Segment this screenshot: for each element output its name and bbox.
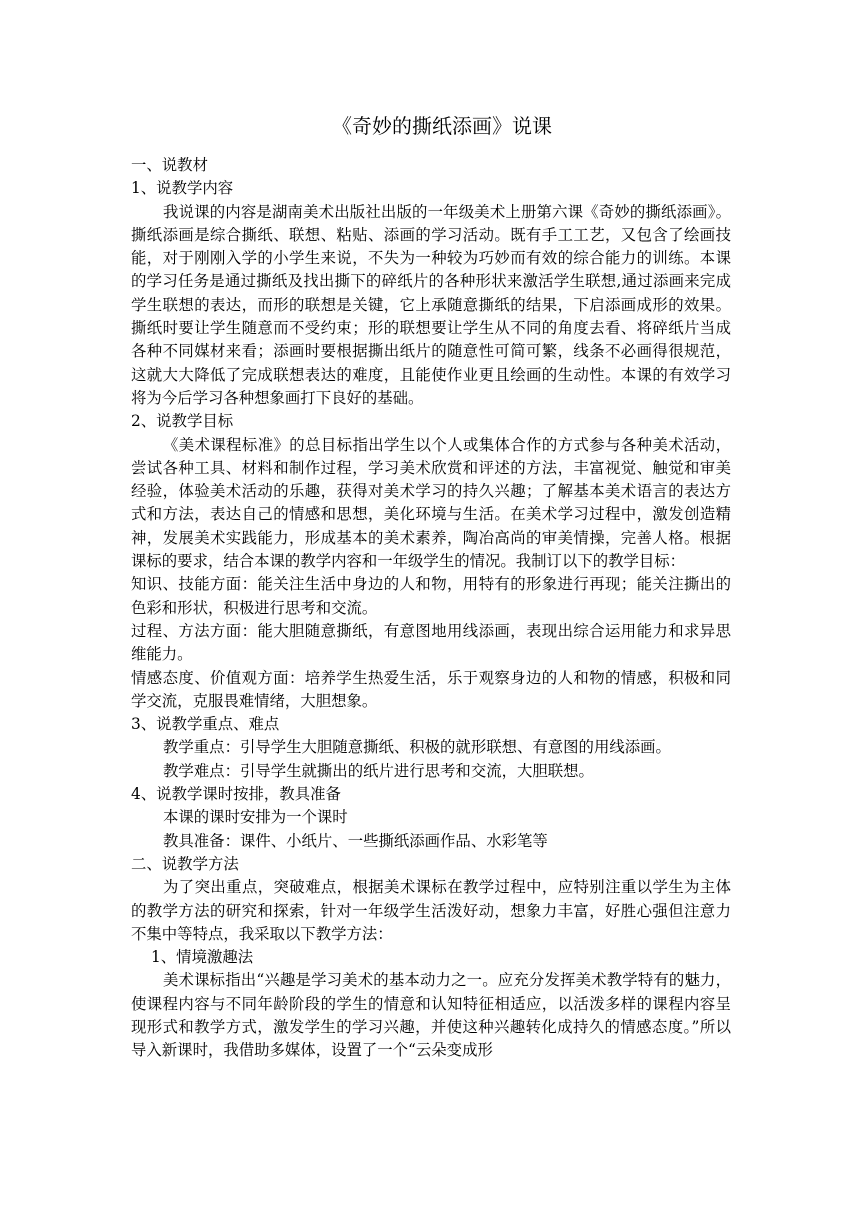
goal-process-paragraph: 过程、方法方面：能大胆随意撕纸，有意图地用线添画，表现出综合运用能力和求异思维能力。 [131,621,731,664]
methods-paragraph: 为了突出重点，突破难点，根据美术课标在教学过程中，应特别注重以学生为主体的教学方法的研究和探索，针对一年级学生活泼好动，想象力丰富，好胜心强但注意力不集中等特点，我采取以下教学方法： [131,878,731,943]
goal-emotion-paragraph: 情感态度、价值观方面：培养学生热爱生活，乐于观察身边的人和物的情感，积极和同学交流，克服畏难情绪，大胆想象。 [131,668,731,710]
section-1-heading: 一、说教材 [131,156,208,174]
section-1-2-heading: 2、说教学目标 [131,412,234,431]
key-point-line: 教学重点：引导学生大胆随意撕纸、积极的就形联想、有意图的用线添画。 [163,738,671,757]
section-1-1-heading: 1、说教学内容 [131,179,234,198]
goal-knowledge-paragraph: 知识、技能方面：能关注生活中身边的人和物，用特有的形象进行再现；能关注撕出的色彩和形状，积极进行思考和交流。 [131,575,731,617]
materials-line: 教具准备：课件、小纸片、一些撕纸添画作品、水彩笔等 [163,831,548,850]
section-2-heading: 二、说教学方法 [131,854,239,873]
section-1-4-heading: 4、说教学课时按排，教具准备 [131,785,341,804]
method-1-paragraph: 美术课标指出“兴趣是学习美术的基本动力之一。应充分发挥美术教学特有的魅力，使课程内容与不同年龄阶段的学生的情意和认知特征相适应，以活泼多样的课程内容呈现形式和教学方式，激发学生的学习兴趣，并使这种兴趣转化成持久的情感态度。”所以导入新课时，我借助多媒体，设置了一个“云朵变成形 [131,971,731,1060]
schedule-line: 本课的课时安排为一个课时 [163,808,348,827]
difficult-point-line: 教学难点：引导学生就撕出的纸片进行思考和交流，大胆联想。 [163,761,594,780]
section-1-3-heading: 3、说教学重点、难点 [131,715,280,734]
teaching-content-paragraph: 我说课的内容是湖南美术出版社出版的一年级美术上册第六课《奇妙的撕纸添画》。撕纸添画是综合撕纸、联想、粘贴、添画的学习活动。既有手工工艺，又包含了绘画技能，对于刚刚入学的小学生来说，不失为一种较为巧妙而有效的综合能力的训练。本课的学习任务是通过撕纸及找出撕下的碎纸片的各种形状来激活学生联想,通过添画来完成学生联想的表达，而形的联想是关键，它上承随意撕纸的结果，下启添画成形的效果。撕纸时要让学生随意而不受约束；形的联想要让学生从不同的角度去看、将碎纸片当成各种不同媒材来看；添画时要根据撕出纸片的随意性可简可繁，线条不必画得很规范，这就大大降低了完成联想表达的难度，且能使作业更且绘画的生动性。本课的有效学习将为今后学习各种想象画打下良好的基础。 [131,202,731,407]
method-1-heading: 1、情境激趣法 [151,948,254,967]
teaching-goals-paragraph: 《美术课程标准》的总目标指出学生以个人或集体合作的方式参与各种美术活动，尝试各种工具、材料和制作过程，学习美术欣赏和评述的方法，丰富视觉、触觉和审美经验，体验美术活动的乐趣，获得对美术学习的持久兴趣；了解基本美术语言的表达方式和方法，表达自己的情感和思想，美化环境与生活。在美术学习过程中，激发创造精神，发展美术实践能力，形成基本的美术素养，陶冶高尚的审美情操，完善人格。根据课标的要求，结合本课的教学内容和一年级学生的情况。我制订以下的教学目标： [131,435,731,571]
document-title: 《奇妙的撕纸添画》说课 [332,114,552,138]
document-page [131,112,731,1063]
